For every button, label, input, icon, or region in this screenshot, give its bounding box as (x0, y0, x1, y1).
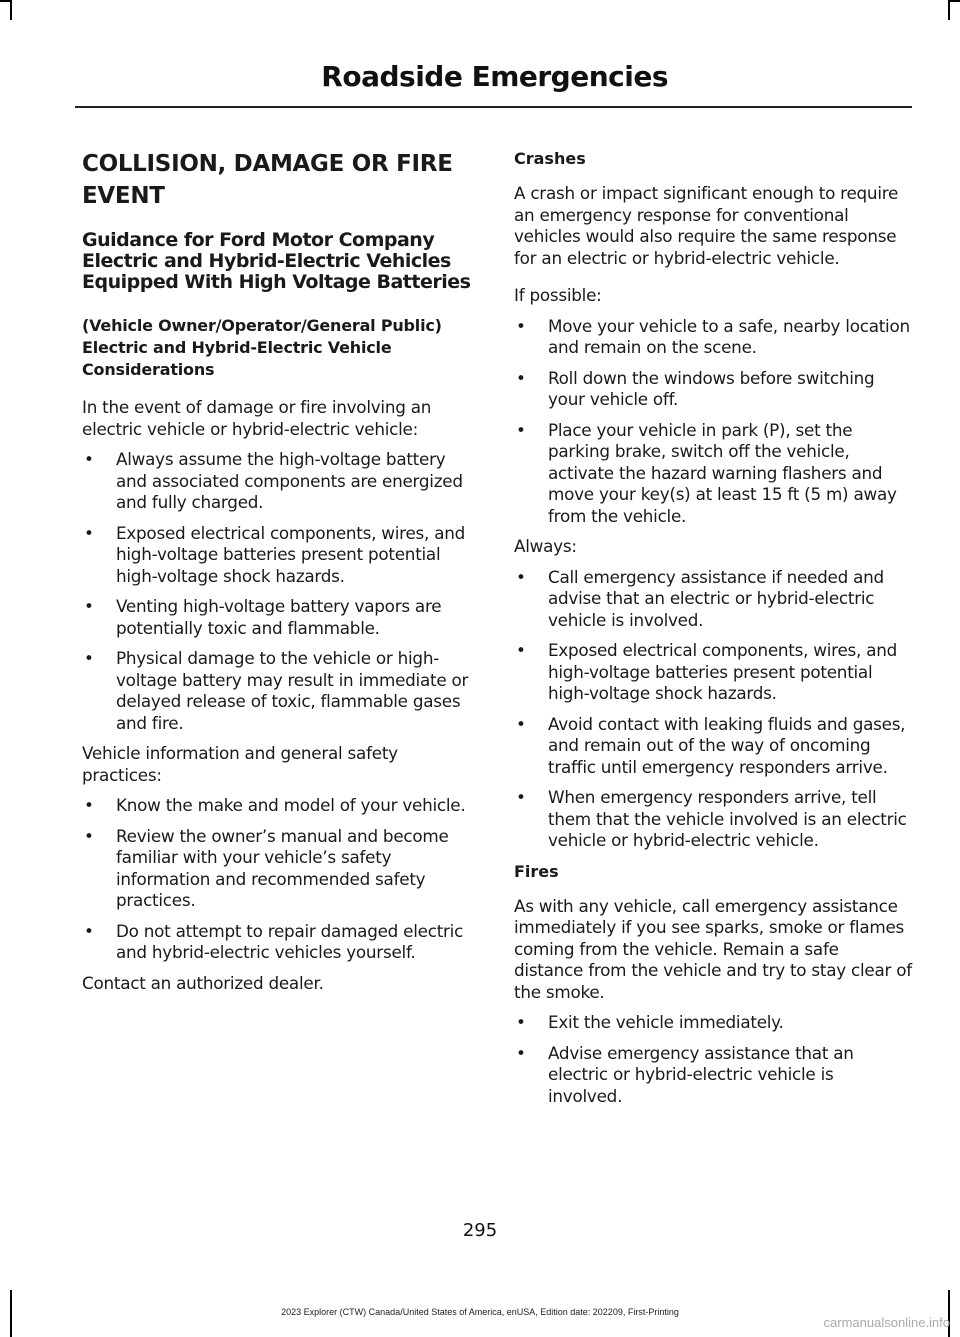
bullet-icon: • (84, 795, 94, 815)
bullet-icon: • (516, 1012, 526, 1032)
bullet-icon: • (516, 713, 526, 734)
list-item: • Move your vehicle to a safe, nearby location and remain on the scene. (516, 315, 910, 357)
bullet-icon: • (84, 648, 94, 668)
crop-mark-top-right-v (948, 0, 950, 20)
right-column (514, 148, 912, 1116)
bullet-icon: • (84, 825, 94, 846)
crop-mark-top-right (950, 0, 960, 2)
list-item: • Advise emergency assistance that an electric or hybrid-electric vehicle is involved. (516, 1042, 854, 1106)
bullet-icon: • (516, 419, 526, 440)
bullet-icon: • (516, 640, 526, 660)
practices-list (82, 795, 478, 964)
bullet-icon: • (516, 1042, 526, 1063)
page-number: 295 (462, 1220, 498, 1241)
list-item: • Exposed electrical components, wires, and high-voltage batteries present potential high-voltage shock hazards. (84, 522, 466, 586)
bullet-icon: • (84, 920, 94, 941)
intro-paragraph: In the event of damage or fire involving an electric vehicle or hybrid-electric vehicle: (82, 397, 432, 439)
bullet-icon: • (516, 367, 526, 388)
always-label: Always: (514, 536, 577, 556)
list-item: • Place your vehicle in park (P), set the parking brake, switch off the vehicle, activate the hazard warning flashers and move your key(s) at least 15 ft (5 m) away from the vehicle. (516, 419, 897, 526)
list-item: • When emergency responders arrive, tell them that the vehicle involved is an electric vehicle or hybrid-electric vehicle. (516, 787, 907, 850)
crashes-heading: Crashes (514, 149, 586, 168)
if-possible-label: If possible: (514, 285, 602, 305)
hazards-list (82, 449, 478, 734)
page-section-title: Roadside Emergencies (321, 60, 668, 93)
section-heading: COLLISION, DAMAGE OR FIRE EVENT (82, 151, 453, 209)
bullet-icon: • (84, 596, 94, 616)
contact-paragraph: Contact an authorized dealer. (82, 972, 324, 993)
bullet-icon: • (84, 449, 94, 469)
if-possible-list (514, 316, 912, 528)
list-item: • Review the owner’s manual and become familiar with your vehicle’s safety information and recommended safety practices. (84, 825, 449, 910)
edition-footer: 2023 Explorer (CTW) Canada/United States of America, enUSA, Edition date: 202209, First-Printing (281, 1307, 679, 1317)
left-column (82, 148, 478, 1003)
fires-paragraph: As with any vehicle, call emergency assistance immediately if you see sparks, smoke or flames coming from the vehicle. Remain a safe distance from the vehicle and try to stay clear of the smoke. (514, 895, 912, 1002)
list-item: • Venting high-voltage battery vapors are potentially toxic and flammable. (84, 596, 442, 638)
bullet-icon: • (516, 315, 526, 336)
fires-heading: Fires (514, 861, 559, 881)
list-item: • Roll down the windows before switching your vehicle off. (516, 367, 875, 409)
guidance-subtitle: Guidance for Ford Motor Company Electric and Hybrid-Electric Vehicles Equipped With High Voltage Batteries (82, 229, 471, 293)
list-item: • Physical damage to the vehicle or high-voltage battery may result in immediate or delayed release of toxic, flammable gases and fire. (84, 648, 469, 733)
list-item: • Do not attempt to repair damaged electric and hybrid-electric vehicles yourself. (84, 920, 464, 962)
crop-mark-top-left-v (10, 0, 12, 20)
crashes-paragraph: A crash or impact significant enough to require an emergency response for conventional vehicles would also require the same response for an electric or hybrid-electric vehicle. (514, 183, 899, 268)
list-item: • Avoid contact with leaking fluids and gases, and remain out of the way of oncoming traffic until emergency responders arrive. (516, 713, 906, 777)
audience-heading: (Vehicle Owner/Operator/General Public) (82, 316, 442, 335)
bullet-icon: • (84, 522, 94, 543)
fires-list (514, 1012, 912, 1107)
bullet-icon: • (516, 566, 526, 587)
list-item: • Call emergency assistance if needed and advise that an electric or hybrid-electric vehicle is involved. (516, 566, 884, 630)
header-divider (75, 106, 912, 108)
list-item: • Exit the vehicle immediately. (516, 1012, 784, 1032)
list-item: • Exposed electrical components, wires, and high-voltage batteries present potential high-voltage shock hazards. (516, 640, 898, 703)
list-item: • Always assume the high-voltage battery and associated components are energized and fully charged. (84, 449, 463, 512)
list-item: • Know the make and model of your vehicle. (84, 795, 466, 815)
always-list (514, 567, 912, 852)
practices-intro: Vehicle information and general safety practices: (82, 743, 398, 785)
watermark: carmanualsonline.info (823, 1315, 950, 1330)
bullet-icon: • (516, 787, 526, 807)
crop-mark-top-left (0, 0, 10, 2)
considerations-heading: Electric and Hybrid-Electric Vehicle Considerations (82, 338, 392, 379)
